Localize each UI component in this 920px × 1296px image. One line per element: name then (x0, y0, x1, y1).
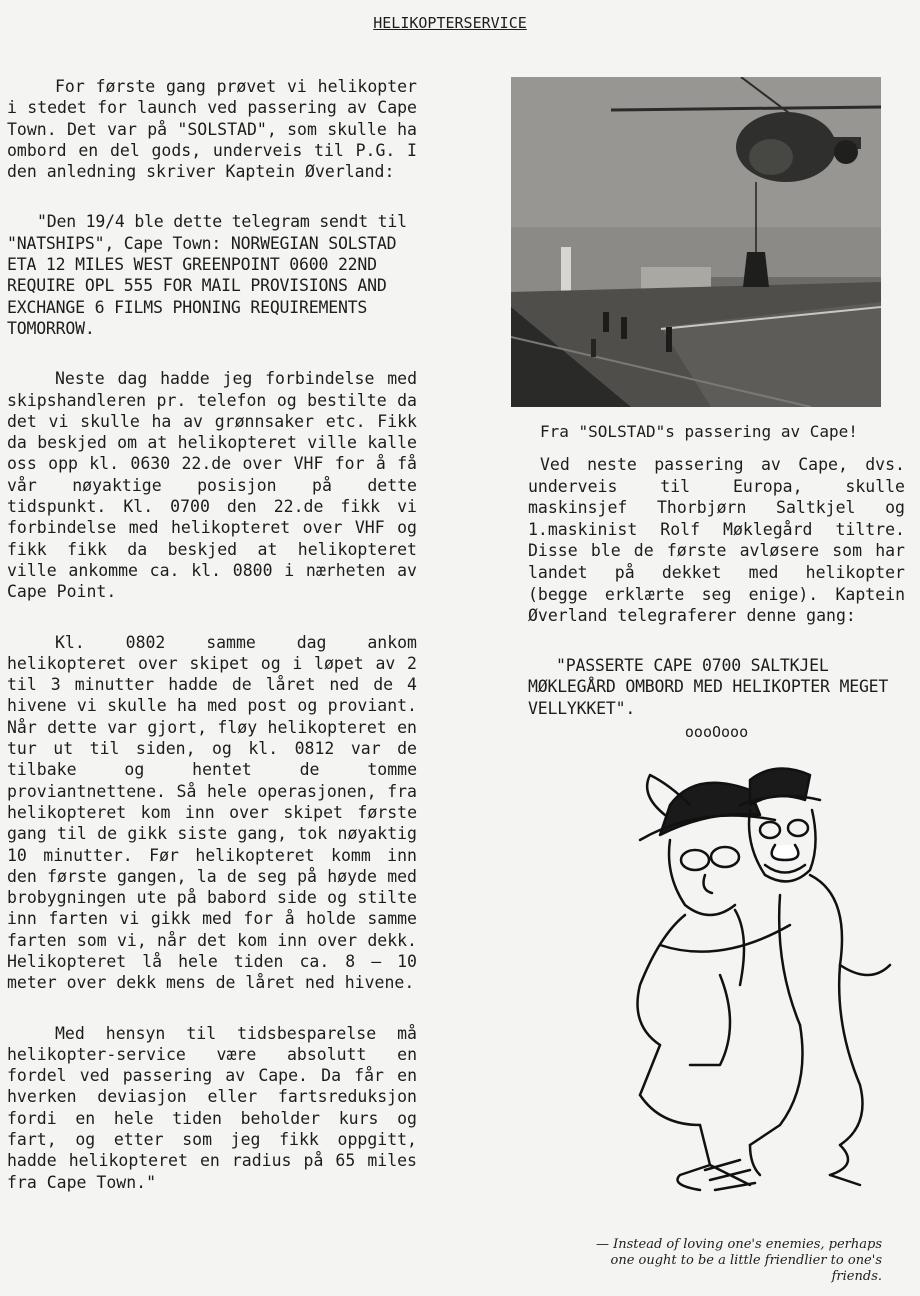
article-paragraph-1: For første gang prøvet vi helikopter i stedet for launch ved passering av Cape Town. Det var på "SOLSTAD", som skulle ha ombord en del gods, underveis til P.G. I den anledning skriver Kaptein Øverland: (7, 77, 417, 182)
end-mark: oooOooo (684, 722, 749, 741)
helicopter-photo (511, 77, 881, 407)
cartoon-caption: — Instead of loving one's enemies, perhaps one ought to be a little friendlier to one's friends. (595, 1237, 882, 1284)
helicopter-photo-image (511, 77, 881, 407)
sidebar-column (528, 454, 905, 743)
article-paragraph-5: Med hensyn til tidsbesparelse må helikopter-service være absolutt en fordel ved passering av Cape. Da får en hverken deviasjon eller fartsreduksjon fordi en hele tiden beholder kurs og fart, og etter som jeg fikk oppgitt, hadde helikopteret en radius på 65 miles fra Cape Town." (7, 1023, 417, 1192)
article-paragraph-4: Kl. 0802 samme dag ankom helikopteret over skipet og i løpet av 2 til 3 minutter hadde de låret ned de 4 hivene vi skulle ha med post og proviant. Når dette var gjort, fløy helikopteret en tur ut til siden, og kl. 0812 var de tilbake og hentet de tomme proviantnettene. Så hele operasjonen, fra helikopteret kom inn over skipet første gang til de gikk siste gang, tok nøyaktig 10 minutter. Før helikopteret komm inn den første gangen, la de seg på høyde med brobygningen ute på babord side og stilte inn farten vi gikk med for å holde samme farten som vi, når det kom inn over dekk. Helikopteret lå hele tiden ca. 8 – 10 meter over dekk mens de låret ned hivene. (7, 632, 417, 993)
page-title: HELIKOPTERSERVICE (373, 14, 527, 32)
photo-caption: Fra "SOLSTAD"s passering av Cape! (540, 422, 858, 441)
article-paragraph-2: "Den 19/4 ble dette telegram sendt til "NATSHIPS", Cape Town: NORWEGIAN SOLSTAD ETA 12 MILES WEST GREENPOINT 0600 22ND REQUIRE OPL 555 FOR MAIL PROVISIONS AND EXCHANGE 6 FILMS PHONING REQUIREMENTS TOMORROW. (7, 212, 407, 338)
cartoon-illustration (600, 765, 900, 1225)
article-paragraph-3: Neste dag hadde jeg forbindelse med skipshandleren pr. telefon og bestilte da det vi skulle ha av grønnsaker etc. Fikk da beskjed om at helikopteret ville kalle oss opp kl. 0630 22.de over VHF for å få vår nøyaktige posisjon på dette tidspunkt. Kl. 0700 den 22.de fikk vi forbindelse med helikopteret over VHF og fikk fikk da beskjed at helikopteret ville ankomme ca. kl. 0800 i nærheten av Cape Point. (7, 369, 417, 602)
sidebar-paragraph: Ved neste passering av Cape, dvs. underveis til Europa, skulle maskinsjef Thorbjørn Saltkjel og 1.maskinist Rolf Møklegård tiltre. Disse ble de første avløsere som har landet på dekket med helikopter (begge erklærte seg enige). Kaptein Øverland telegraferer denne gang: (528, 455, 905, 626)
sidebar-telegram: "PASSERTE CAPE 0700 SALTKJEL MØKLEGÅRD OMBORD MED HELIKOPTER MEGET VELLYKKET". (528, 655, 889, 718)
article-body (7, 76, 417, 1222)
